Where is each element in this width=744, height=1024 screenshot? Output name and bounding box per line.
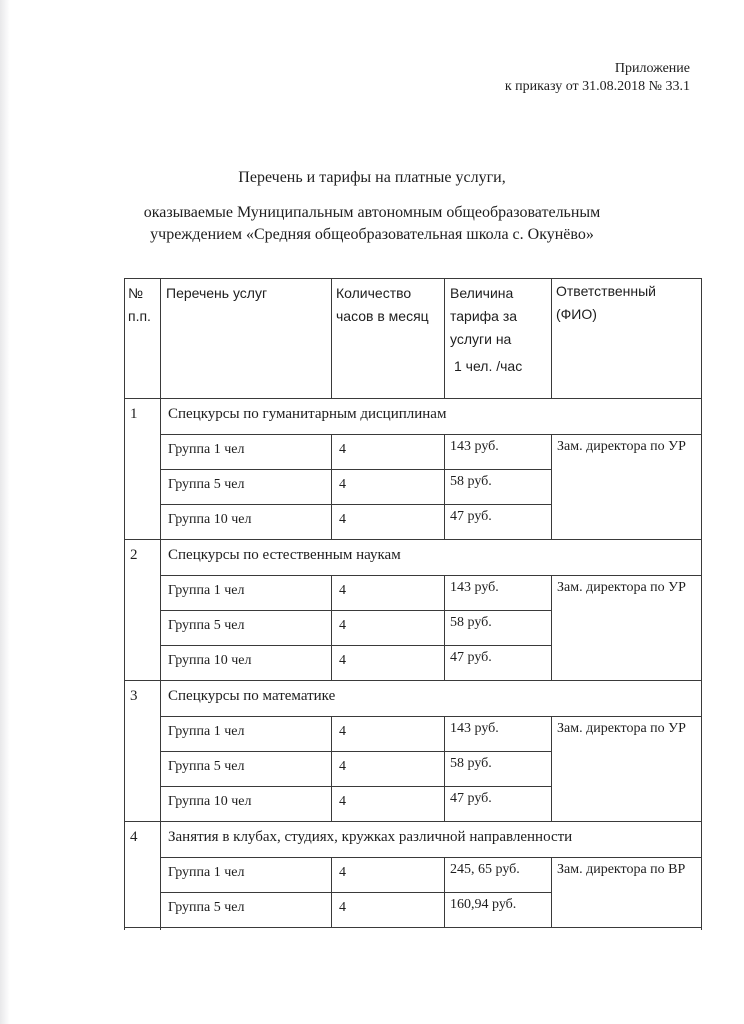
row-hours: 4 (339, 583, 346, 598)
header-tariff (450, 282, 550, 378)
row-divider-line (160, 645, 551, 646)
header-column-divider (331, 278, 332, 398)
header-responsible: Ответственный (ФИО) (556, 283, 656, 322)
section-responsible: Зам. директора по УР (557, 580, 686, 595)
tariff-table (124, 278, 702, 930)
row-group-label: Группа 5 чел (168, 618, 245, 633)
row-group-label: Группа 10 чел (168, 512, 252, 527)
section-number: 2 (130, 547, 138, 563)
row-tariff: 143 руб. (450, 439, 499, 454)
row-hours: 4 (339, 865, 346, 880)
row-hours: 4 (339, 512, 346, 527)
row-tariff: 245, 65 руб. (450, 862, 520, 877)
header-bottom-line (124, 398, 702, 399)
header-service-list: Перечень услуг (166, 285, 268, 301)
row-column-divider (444, 716, 445, 821)
row-group-label: Группа 10 чел (168, 794, 252, 809)
row-group-label: Группа 1 чел (168, 583, 245, 598)
number-column-divider (160, 398, 161, 930)
row-tariff: 58 руб. (450, 474, 492, 489)
row-tariff: 47 руб. (450, 650, 492, 665)
section-bottom-line (124, 680, 702, 681)
section-bottom-line (124, 539, 702, 540)
section-number: 3 (130, 688, 138, 704)
section-divider-line (160, 575, 702, 576)
row-hours: 4 (339, 794, 346, 809)
row-column-divider (444, 575, 445, 680)
section-title: Спецкурсы по естественным наукам (168, 547, 401, 563)
row-column-divider (551, 575, 552, 680)
row-column-divider (551, 857, 552, 927)
row-hours: 4 (339, 442, 346, 457)
header-tariff-unit: 1 чел. /час (454, 358, 523, 374)
section-divider-line (160, 857, 702, 858)
row-divider-line (160, 751, 551, 752)
header-column-divider (160, 278, 161, 398)
row-group-label: Группа 5 чел (168, 477, 245, 492)
row-tariff: 58 руб. (450, 756, 492, 771)
row-column-divider (551, 716, 552, 821)
section-title: Спецкурсы по гуманитарным дисциплинам (168, 406, 447, 422)
row-hours: 4 (339, 653, 346, 668)
row-column-divider (331, 716, 332, 821)
table-border-left (124, 278, 125, 930)
appendix-order-reference: к приказу от 31.08.2018 № 33.1 (504, 79, 690, 94)
section-title: Занятия в клубах, студиях, кружках различной направленности (168, 829, 573, 845)
row-hours: 4 (339, 477, 346, 492)
row-group-label: Группа 10 чел (168, 653, 252, 668)
section-title: Спецкурсы по математике (168, 688, 336, 704)
row-column-divider (551, 434, 552, 539)
row-column-divider (331, 857, 332, 927)
row-tariff: 47 руб. (450, 791, 492, 806)
row-column-divider (444, 857, 445, 927)
row-divider-line (160, 786, 551, 787)
header-number: № п.п. (128, 285, 151, 324)
row-column-divider (444, 434, 445, 539)
section-bottom-line (124, 821, 702, 822)
row-tariff: 143 руб. (450, 580, 499, 595)
row-hours: 4 (339, 900, 346, 915)
scan-edge-shadow (0, 0, 10, 1024)
section-bottom-line (124, 927, 702, 928)
row-group-label: Группа 1 чел (168, 724, 245, 739)
row-tariff: 160,94 руб. (450, 897, 517, 912)
header-hours-per-month: Количество часов в месяц (336, 285, 429, 324)
appendix-label: Приложение (614, 61, 690, 76)
document-subtitle-line1: оказываемые Муниципальным автономным общеобразовательным (143, 204, 601, 221)
section-responsible: Зам. директора по УР (557, 439, 686, 454)
row-hours: 4 (339, 724, 346, 739)
row-divider-line (160, 469, 551, 470)
header-column-divider (551, 278, 552, 398)
section-responsible: Зам. директора по УР (557, 721, 686, 736)
section-number: 1 (130, 406, 138, 422)
row-divider-line (160, 504, 551, 505)
row-column-divider (331, 575, 332, 680)
header-tariff-text: Величина тарифа за услуги на (450, 285, 518, 347)
row-tariff: 47 руб. (450, 509, 492, 524)
row-group-label: Группа 1 чел (168, 442, 245, 457)
section-divider-line (160, 716, 702, 717)
section-divider-line (160, 434, 702, 435)
row-tariff: 58 руб. (450, 615, 492, 630)
row-group-label: Группа 5 чел (168, 759, 245, 774)
row-column-divider (331, 434, 332, 539)
section-number: 4 (130, 829, 138, 845)
row-tariff: 143 руб. (450, 721, 499, 736)
row-group-label: Группа 1 чел (168, 865, 245, 880)
row-hours: 4 (339, 759, 346, 774)
row-divider-line (160, 892, 551, 893)
document-subtitle-line2: учреждением «Средняя общеобразовательная школа с. Окунёво» (150, 226, 594, 243)
row-hours: 4 (339, 618, 346, 633)
table-border-top (124, 278, 702, 279)
table-border-right (701, 278, 702, 930)
section-responsible: Зам. директора по ВР (557, 862, 686, 877)
document-title: Перечень и тарифы на платные услуги, (238, 169, 506, 186)
row-group-label: Группа 5 чел (168, 900, 245, 915)
row-divider-line (160, 610, 551, 611)
header-column-divider (444, 278, 445, 398)
